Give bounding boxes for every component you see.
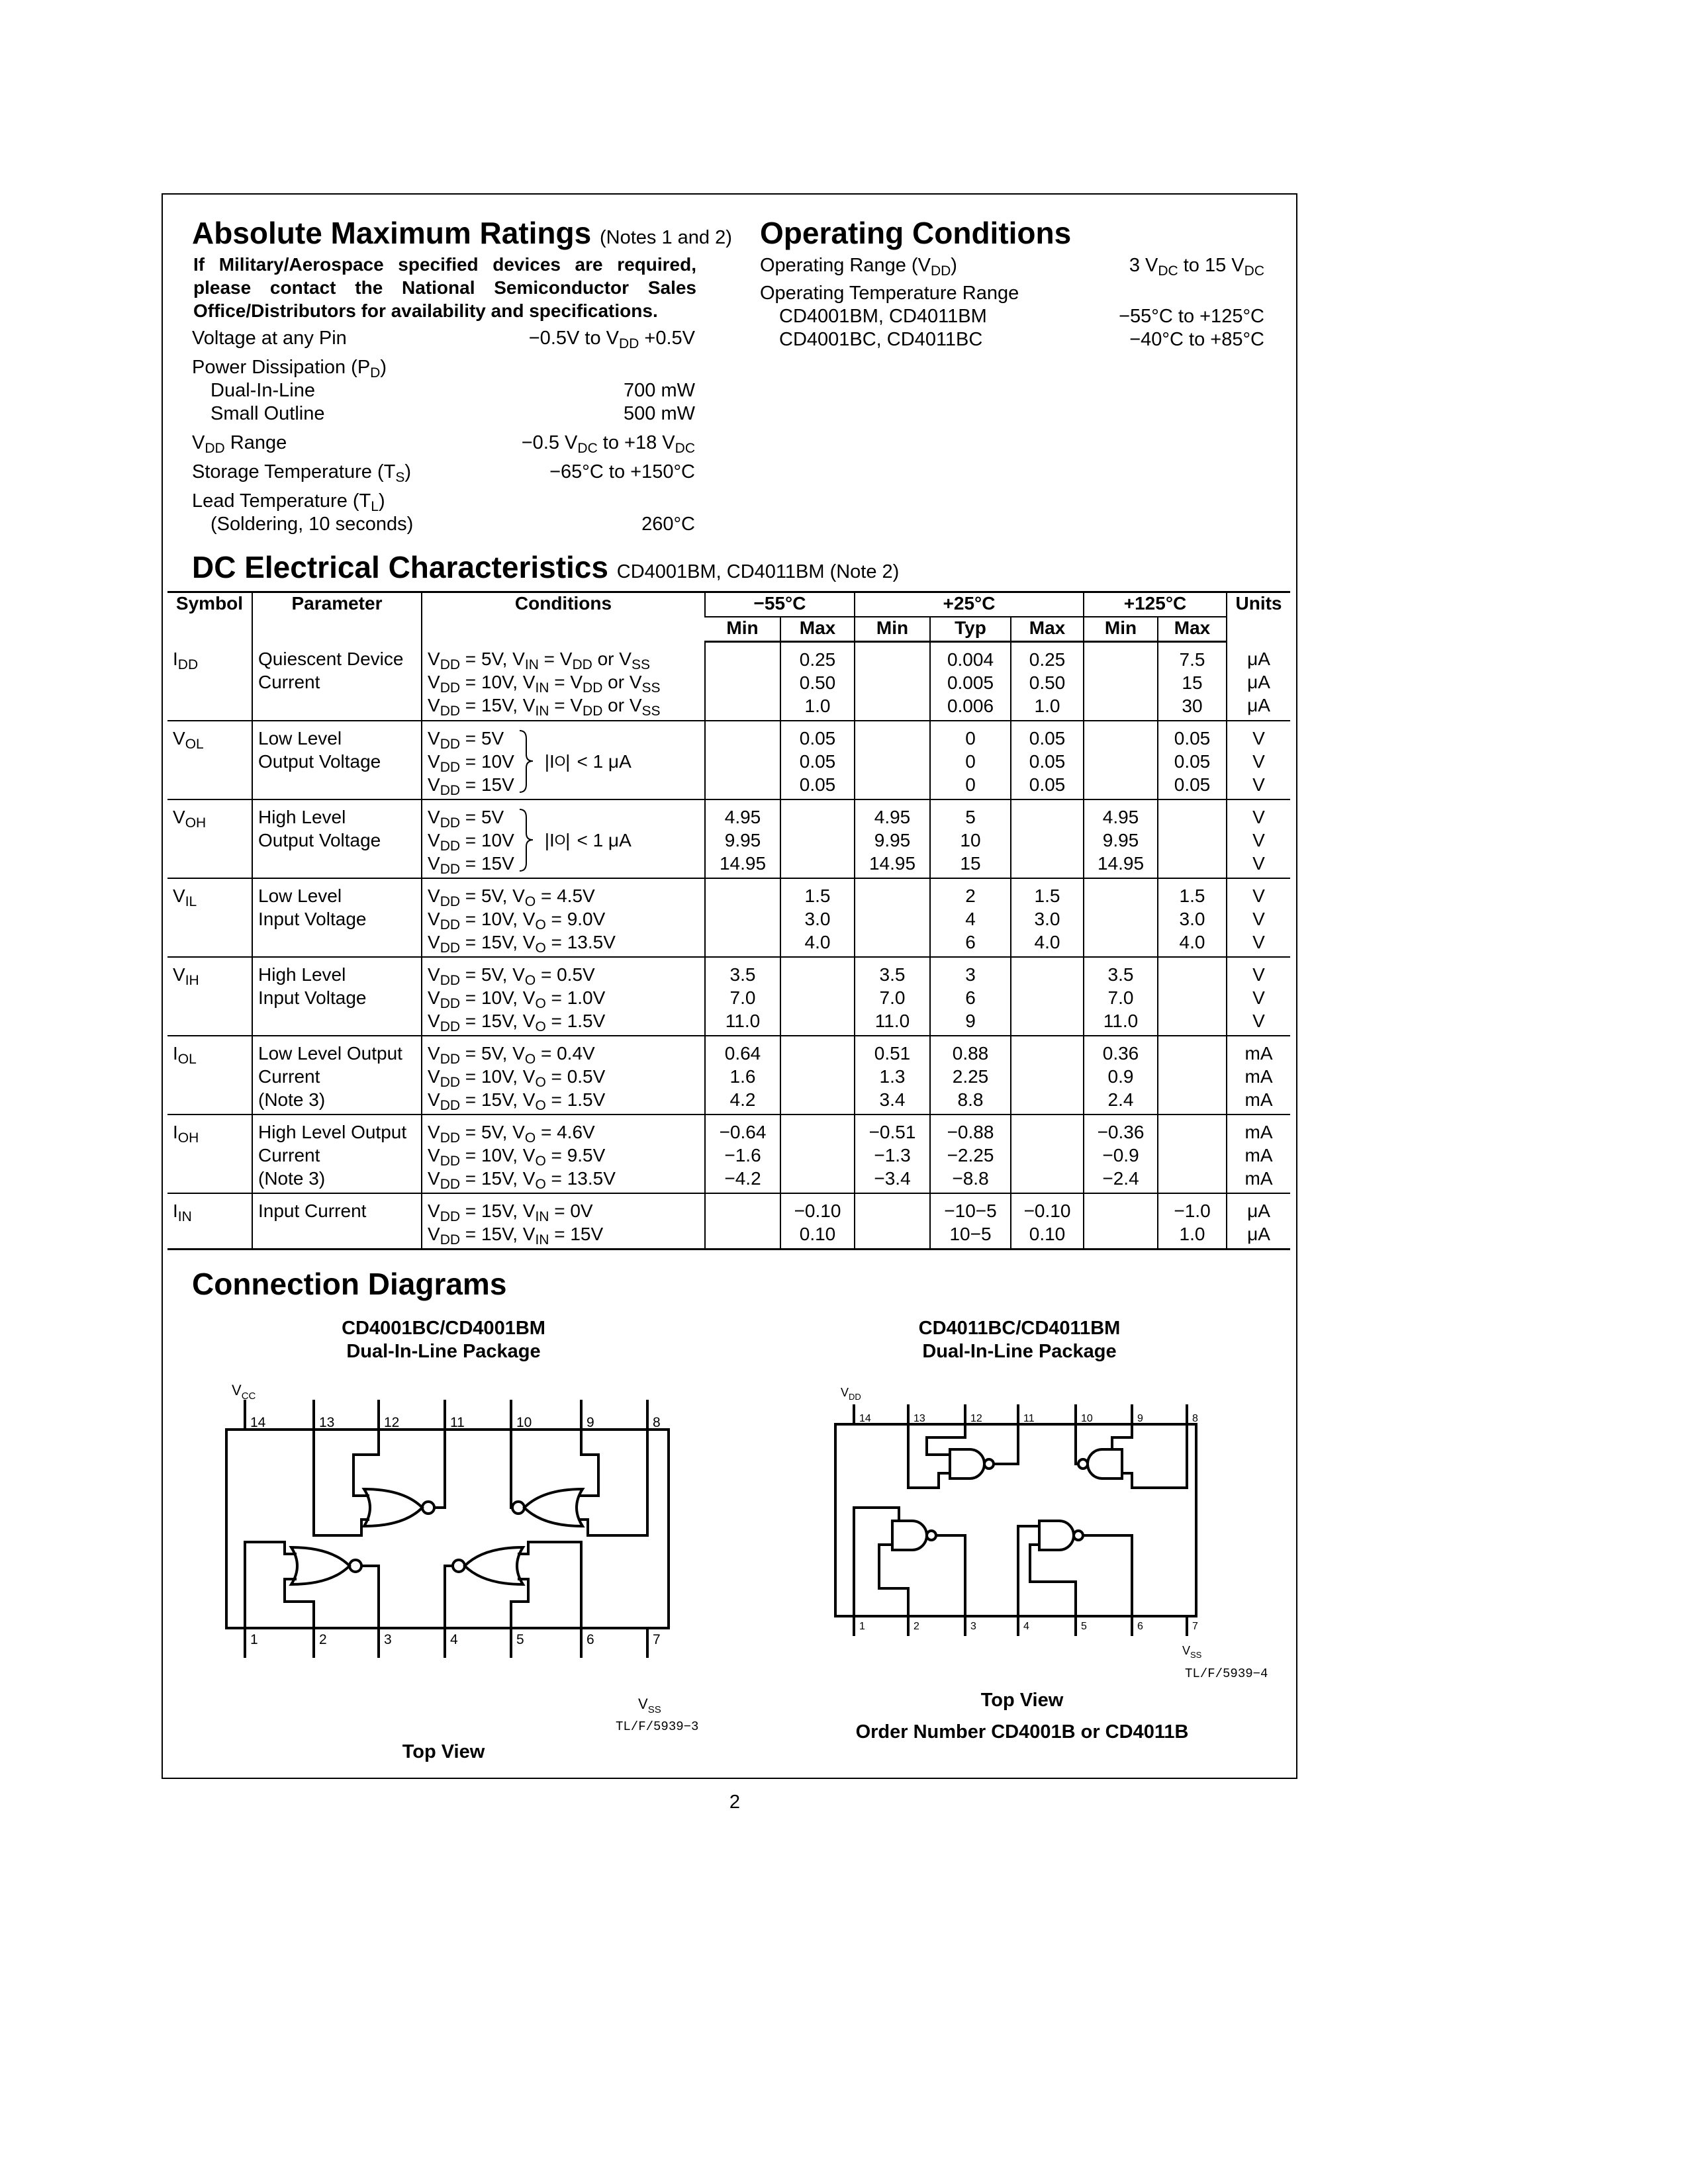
hdr-units: Units [1227, 592, 1290, 642]
svg-text:10: 10 [1081, 1413, 1093, 1424]
vdd-range-label: $V_{DD}$ Range [192, 432, 287, 456]
amr-title: Absolute Maximum Ratings [192, 216, 592, 250]
table-row: $I_{IN}$ Input Current $V_{DD} = 15V$, $V_{IN} = 0V$ $V_{DD} = 15V$, $V_{IN} = 15V$ −0.10 0.10 −10−5 10−5 −0.10 0.10 −1.0 1.0 μA μA [167, 1193, 1290, 1250]
so-label: Small Outline [211, 403, 325, 424]
svg-text:5: 5 [1081, 1621, 1087, 1632]
table-row: $V_{OH}$ High Level Output Voltage $V_{DD} = 5V$ $V_{DD} = 10V$ $V_{DD} = 15V$ |I O | < 1 μA 4.95 9.95 14.95 4.95 9.95 14.95 5 10 15 4.95 9.95 14.95 V V V [167, 799, 1290, 878]
svg-text:11: 11 [1023, 1413, 1035, 1424]
left-ref: TL/F/5939−3 [616, 1719, 699, 1734]
parameter-cell: Input Current [252, 1193, 422, 1250]
parameter-cell: Quiescent Device Current [252, 642, 422, 721]
oc-m-label: CD4001BM, CD4011BM [779, 306, 987, 327]
conditions-cell: $V_{DD} = 5V$, $V_O = 4.5V$ $V_{DD} = 10V$, $V_O = 9.0V$ $V_{DD} = 15V$, $V_O = 13.5V$ [422, 878, 705, 957]
page-number: 2 [729, 1792, 741, 1813]
svg-text:7: 7 [1192, 1621, 1198, 1632]
hdr-temp-25: +25°C [855, 592, 1084, 617]
so-value: 500 mW [624, 403, 695, 424]
storage-label: Storage Temperature $(T_S)$ [192, 461, 412, 485]
vss-label: $V_{SS}$ [638, 1696, 661, 1715]
dil-value: 700 mW [624, 380, 695, 401]
svg-text:4: 4 [1023, 1621, 1029, 1632]
svg-text:13: 13 [319, 1415, 335, 1430]
dil-label: Dual-In-Line [211, 380, 315, 401]
svg-text:14: 14 [859, 1413, 871, 1424]
oc-c-label: CD4001BC, CD4011BC [779, 329, 983, 350]
left-caption: Top View [402, 1741, 485, 1762]
hdr-temp-minus55: −55°C [705, 592, 855, 617]
hdr-conditions: Conditions [422, 592, 705, 642]
vdd-range-value: −0.5 $V_{DC}$ to +18 $V_{DC}$ [521, 432, 695, 456]
svg-text:6: 6 [586, 1632, 594, 1647]
table-row: $I_{OH}$ High Level Output Current (Note 3) $V_{DD} = 5V$, $V_O = 4.6V$ $V_{DD} = 10V$, $V_O = 9.5V$ $V_{DD} = 15V$, $V_O = 13.5V$ −0.64 −1.6 −4.2 −0.51 −1.3 −3.4 −0.88 −2.25 −8.8 −0.36 −0.9 −2.4 mA mA mA [167, 1115, 1290, 1193]
svg-text:7: 7 [653, 1632, 661, 1647]
parameter-cell: High Level Input Voltage [252, 957, 422, 1036]
svg-text:1: 1 [250, 1632, 258, 1647]
solder-value: 260°C [641, 514, 695, 535]
svg-text:12: 12 [384, 1415, 400, 1430]
hdr-temp-125: +125°C [1084, 592, 1227, 617]
oc-m-value: −55°C to +125°C [1119, 306, 1264, 327]
symbol-cell: $I_{IN}$ [167, 1193, 252, 1250]
left-diagram-title: CD4001BC/CD4001BM Dual-In-Line Package [342, 1318, 545, 1362]
power-label: Power Dissipation $(P_D)$ [192, 357, 387, 381]
svg-text:3: 3 [384, 1632, 392, 1647]
symbol-cell: $V_{IL}$ [167, 878, 252, 957]
right-diagram-title: CD4011BC/CD4011BM Dual-In-Line Package [918, 1318, 1121, 1362]
parameter-cell: Low Level Input Voltage [252, 878, 422, 957]
symbol-cell: $I_{OL}$ [167, 1036, 252, 1115]
vcc-label: $V_{CC}$ [232, 1382, 256, 1402]
svg-text:3: 3 [970, 1621, 976, 1632]
svg-text:4: 4 [450, 1632, 458, 1647]
dc-table [167, 591, 1290, 1250]
solder-label: (Soldering, 10 seconds) [211, 514, 414, 535]
svg-text:8: 8 [653, 1415, 661, 1430]
order-number: Order Number CD4001B or CD4011B [855, 1721, 1189, 1743]
dc-subtitle: CD4001BM, CD4011BM (Note 2) [616, 561, 900, 582]
svg-text:2: 2 [914, 1621, 919, 1632]
svg-text:6: 6 [1137, 1621, 1143, 1632]
conditions-cell: $V_{DD} = 5V$, $V_O = 4.6V$ $V_{DD} = 10V$, $V_O = 9.5V$ $V_{DD} = 15V$, $V_O = 13.5V$ [422, 1115, 705, 1193]
vss-label: $V_{SS}$ [1182, 1644, 1202, 1660]
voltage-label: Voltage at any Pin [192, 328, 347, 349]
lead-label: Lead Temperature $(T_L)$ [192, 490, 385, 514]
svg-text:9: 9 [586, 1415, 594, 1430]
symbol-cell: $V_{IH}$ [167, 957, 252, 1036]
symbol-cell: $I_{DD}$ [167, 642, 252, 721]
symbol-cell: $I_{OH}$ [167, 1115, 252, 1193]
parameter-cell: Low Level Output Voltage [252, 721, 422, 799]
svg-text:5: 5 [516, 1632, 524, 1647]
parameter-cell: High Level Output Voltage [252, 799, 422, 878]
amr-heading [192, 216, 732, 255]
svg-text:8: 8 [1192, 1413, 1198, 1424]
dc-title: DC Electrical Characteristics [192, 550, 608, 584]
brace-icon [518, 808, 536, 872]
vdd-label: $V_{DD}$ [841, 1386, 861, 1402]
hdr-min: Min [705, 617, 780, 642]
voltage-value: −0.5V to $V_{DD} +0.5V$ [528, 328, 695, 351]
table-row: $V_{IH}$ High Level Input Voltage $V_{DD} = 5V$, $V_O = 0.5V$ $V_{DD} = 10V$, $V_O = 1.0V$ $V_{DD} = 15V$, $V_O = 1.5V$ 3.5 7.0 11.0 3.5 7.0 11.0 3 6 9 3.5 7.0 11.0 V V V [167, 957, 1290, 1036]
amr-warning: If Military/Aerospace specified devices are required, please contact the National Semiconductor Sales Office/Distributors for availability and specifications. [193, 254, 696, 321]
amr-note: (Notes 1 and 2) [599, 227, 732, 248]
symbol-cell: $V_{OL}$ [167, 721, 252, 799]
svg-text:2: 2 [319, 1632, 327, 1647]
hdr-symbol: Symbol [167, 592, 252, 642]
oc-temp-label: Operating Temperature Range [760, 283, 1019, 304]
conditions-cell: $V_{DD} = 5V$ $V_{DD} = 10V$ $V_{DD} = 15V$ |I O | < 1 μA [422, 721, 705, 799]
hdr-max: Max [780, 617, 855, 642]
hdr-min: Min [1084, 617, 1158, 642]
brace-icon [518, 729, 536, 794]
conditions-cell: $V_{DD} = 5V$, $V_{IN} = V_{DD}$ or $V_{SS}$ $V_{DD} = 10V$, $V_{IN} = V_{DD}$ or $V_{SS}$ $V_{DD} = 15V$, $V_{IN} = V_{DD}$ or $V_{SS}$ [422, 642, 705, 721]
parameter-cell: Low Level Output Current (Note 3) [252, 1036, 422, 1115]
cd4011-diagram [821, 1363, 1231, 1668]
hdr-typ: Typ [930, 617, 1011, 642]
conditions-cell: $V_{DD} = 15V$, $V_{IN} = 0V$ $V_{DD} = 15V$, $V_{IN} = 15V$ [422, 1193, 705, 1250]
hdr-parameter: Parameter [252, 592, 422, 642]
symbol-cell: $V_{OH}$ [167, 799, 252, 878]
right-caption: Top View [980, 1690, 1064, 1711]
parameter-cell: High Level Output Current (Note 3) [252, 1115, 422, 1193]
svg-text:12: 12 [970, 1413, 982, 1424]
conditions-cell: $V_{DD} = 5V$, $V_O = 0.5V$ $V_{DD} = 10V$, $V_O = 1.0V$ $V_{DD} = 15V$, $V_O = 1.5V$ [422, 957, 705, 1036]
svg-text:9: 9 [1137, 1413, 1143, 1424]
conditions-cell: $V_{DD} = 5V$ $V_{DD} = 10V$ $V_{DD} = 15V$ |I O | < 1 μA [422, 799, 705, 878]
hdr-max: Max [1011, 617, 1084, 642]
svg-text:1: 1 [859, 1621, 865, 1632]
table-row: $I_{DD}$ Quiescent Device Current $V_{DD} = 5V$, $V_{IN} = V_{DD}$ or $V_{SS}$ $V_{DD} = 10V$, $V_{IN} = V_{DD}$ or $V_{SS}$ $V_{DD} = 15V$, $V_{IN} = V_{DD}$ or $V_{SS}$ 0.25 0.50 1.0 0.004 0.005 0.006 0.25 0.50 1.0 7.5 15 30 μA μA μA [167, 642, 1290, 721]
conditions-cell: $V_{DD} = 5V$, $V_O = 0.4V$ $V_{DD} = 10V$, $V_O = 0.5V$ $V_{DD} = 15V$, $V_O = 1.5V$ [422, 1036, 705, 1115]
oc-range-label: Operating Range $(V_{DD})$ [760, 255, 957, 279]
package-outline [226, 1430, 669, 1628]
table-row: $V_{OL}$ Low Level Output Voltage $V_{DD} = 5V$ $V_{DD} = 10V$ $V_{DD} = 15V$ |I O | < 1 μA 0.05 0.05 0.05 0 0 0 0.05 0.05 0.05 0.05 0.05 0.05 V V V [167, 721, 1290, 799]
svg-text:14: 14 [250, 1415, 266, 1430]
storage-value: −65°C to +150°C [549, 461, 695, 482]
dc-heading [192, 550, 899, 589]
table-row: $I_{OL}$ Low Level Output Current (Note 3) $V_{DD} = 5V$, $V_O = 0.4V$ $V_{DD} = 10V$, $V_O = 0.5V$ $V_{DD} = 15V$, $V_O = 1.5V$ 0.64 1.6 4.2 0.51 1.3 3.4 0.88 2.25 8.8 0.36 0.9 2.4 mA mA mA [167, 1036, 1290, 1115]
conn-title: Connection Diagrams [192, 1267, 507, 1301]
right-ref: TL/F/5939−4 [1185, 1666, 1268, 1681]
oc-c-value: −40°C to +85°C [1129, 329, 1264, 350]
hdr-max: Max [1158, 617, 1227, 642]
svg-text:11: 11 [450, 1415, 465, 1430]
table-row: $V_{IL}$ Low Level Input Voltage $V_{DD} = 5V$, $V_O = 4.5V$ $V_{DD} = 10V$, $V_O = 9.0V$ $V_{DD} = 15V$, $V_O = 13.5V$ 1.5 3.0 4.0 2 4 6 1.5 3.0 4.0 1.5 3.0 4.0 V V V [167, 878, 1290, 957]
oc-range-value: 3 $V_{DC}$ to 15 $V_{DC}$ [1129, 255, 1264, 279]
svg-text:13: 13 [914, 1413, 925, 1424]
hdr-min: Min [855, 617, 930, 642]
svg-text:10: 10 [516, 1415, 532, 1430]
oc-title: Operating Conditions [760, 216, 1072, 250]
cd4001-diagram [212, 1370, 688, 1721]
